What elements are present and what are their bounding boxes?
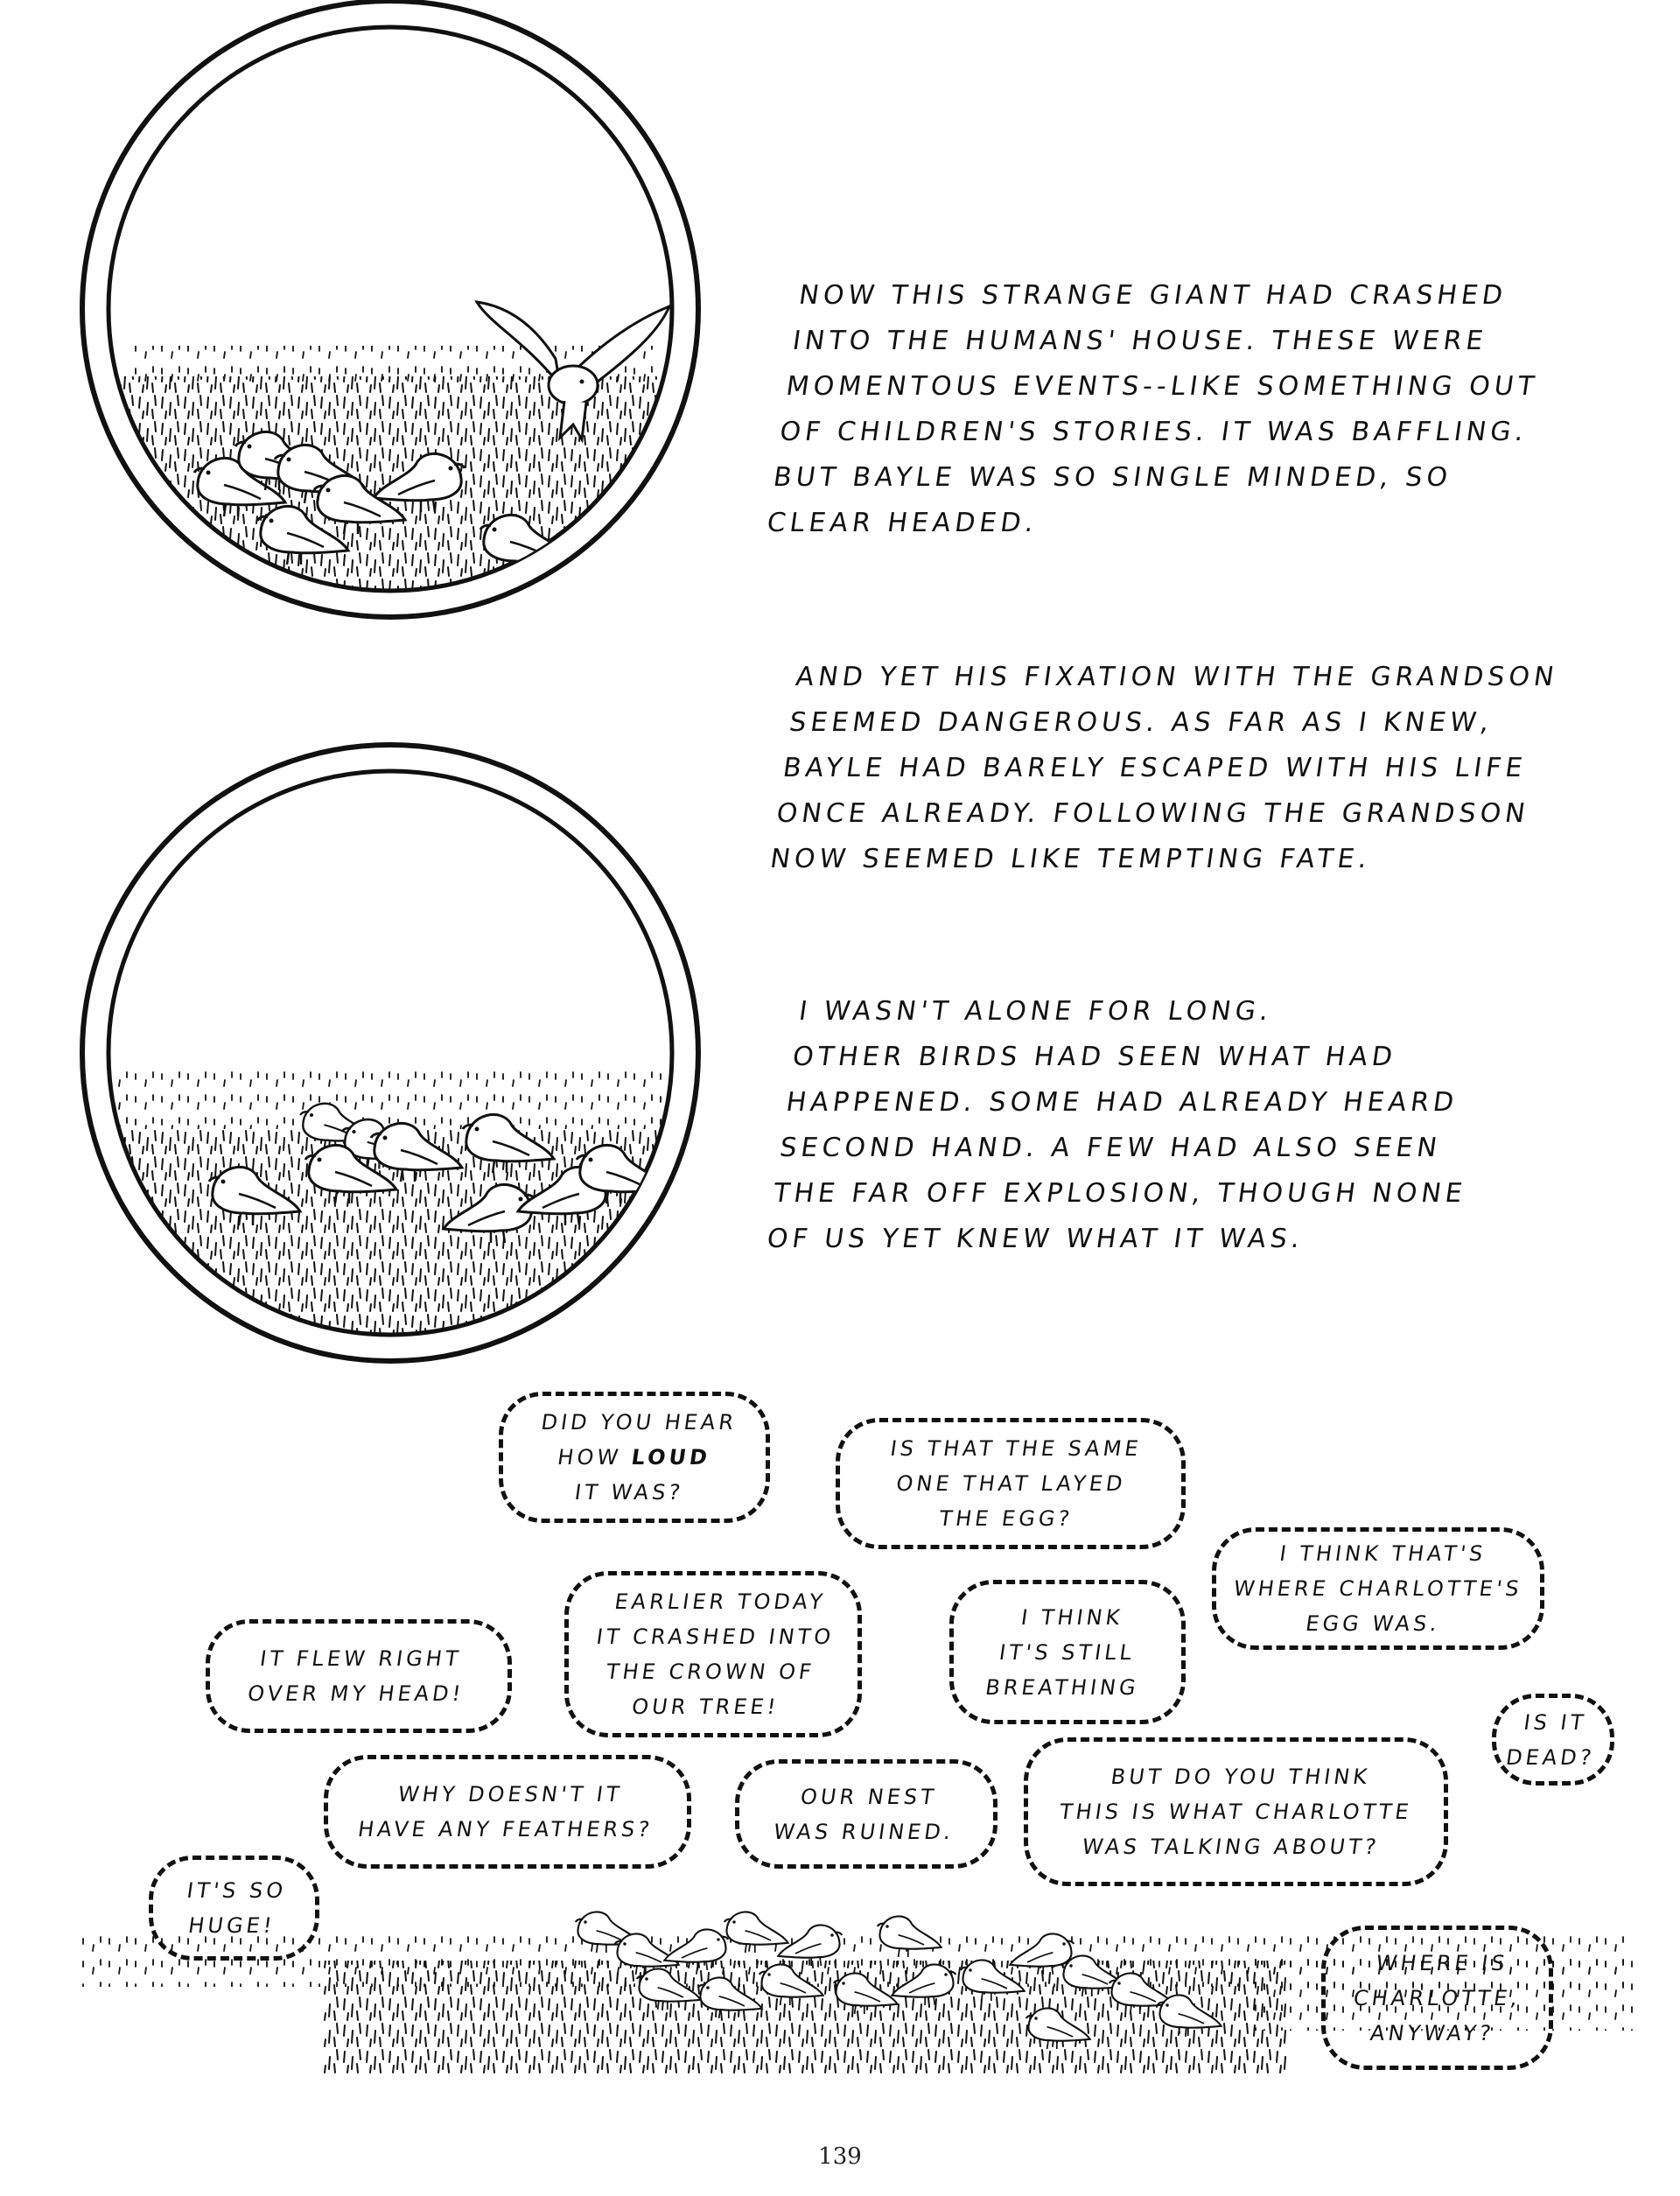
bubble-text: HOW [556,1445,634,1470]
bubble-line: I THINK THAT'S [1278,1541,1488,1566]
speech-bubble-flew-over [206,1619,512,1733]
narration-line: NOW THIS STRANGE GIANT HAD CRASHED [796,280,1509,311]
bubble-line: OUR NEST [798,1784,939,1809]
narration-line: SEEMED DANGEROUS. AS FAR AS I KNEW, [787,707,1495,738]
bubble-line: EARLIER TODAY [612,1589,828,1614]
narration-line: OF CHILDREN'S STORIES. IT WAS BAFFLING. [777,417,1530,447]
narration-line: MOMENTOUS EVENTS--LIKE SOMETHING OUT [784,371,1541,402]
narration-block-3 [764,989,1494,1262]
bubble-emphasis: LOUD [630,1445,713,1470]
speech-bubble-is-it-dead [1492,1694,1614,1786]
speech-bubble-breathing [949,1580,1186,1724]
narration-line: SECOND HAND. A FEW HAD ALSO SEEN [777,1133,1444,1163]
bubble-line: WHERE IS [1374,1950,1510,1975]
speech-bubble-loud [499,1392,770,1523]
narration-block-1 [764,273,1554,546]
bubble-line: ANYWAY? [1368,2020,1496,2045]
bubble-line: DID YOU HEAR [539,1410,739,1435]
bubble-line: IT WAS? [573,1480,686,1505]
bubble-line: I THINK [1019,1604,1125,1630]
bubble-line: THE CROWN OF [605,1659,817,1684]
speech-bubble-where-charlotte [1321,1926,1553,2070]
speech-bubble-crashed-crown [564,1571,862,1737]
bubble-line: BREATHING [984,1674,1141,1700]
page-number: 139 [818,2143,862,2170]
bubble-line: IS IT [1522,1709,1589,1735]
bubble-line: CHARLOTTE, [1352,1985,1522,2010]
speech-bubble-feathers [324,1755,691,1869]
bubble-line: OUR TREE! [630,1694,781,1719]
speech-bubble-nest-ruined [735,1759,998,1869]
panel-1-birds-feeding [82,1,698,617]
bubble-line: HUGE! [186,1913,277,1938]
bubble-line: IT'S SO [185,1878,288,1903]
bubble-line: IS THAT THE SAME [888,1436,1144,1461]
narration-line: CLEAR HEADED. [765,508,1040,538]
bubble-line: THIS IS WHAT CHARLOTTE [1058,1800,1414,1824]
narration-line: OTHER BIRDS HAD SEEN WHAT HAD [790,1042,1399,1072]
bubble-line: WAS TALKING ABOUT? [1081,1835,1382,1859]
narration-line: HAPPENED. SOME HAD ALREADY HEARD [784,1087,1460,1118]
narration-line: THE FAR OFF EXPLOSION, THOUGH NONE [771,1178,1469,1209]
speech-bubble-charlottes-egg [1212,1527,1544,1650]
narration-line: I WASN'T ALONE FOR LONG. [796,996,1275,1027]
bubble-line: EGG WAS. [1304,1611,1443,1636]
narration-line: AND YET HIS FIXATION WITH THE GRANDSON [794,662,1560,692]
bubble-line: OVER MY HEAD! [246,1681,466,1706]
bubble-line: IT CRASHED INTO [595,1624,836,1649]
bubble-line: HAVE ANY FEATHERS? [355,1817,654,1842]
bubble-line: WHY DOESN'T IT [396,1782,624,1807]
bubble-line: BUT DO YOU THINK [1110,1765,1373,1789]
bubble-line: ONE THAT LAYED [894,1471,1127,1496]
bubble-line: WAS RUINED. [772,1819,956,1844]
speech-bubble-same-one [836,1418,1186,1549]
narration-line: INTO THE HUMANS' HOUSE. THESE WERE [790,326,1489,356]
narration-line: BAYLE HAD BARELY ESCAPED WITH HIS LIFE [780,753,1529,783]
bubble-line: IT FLEW RIGHT [258,1646,464,1671]
narration-line: OF US YET KNEW WHAT IT WAS. [765,1224,1306,1254]
narration-line: NOW SEEMED LIKE TEMPTING FATE. [767,844,1374,874]
panel-2-flock-gathering [82,745,698,1361]
bubble-line: THE EGG? [937,1506,1074,1531]
speech-bubble-talking-about [1024,1737,1448,1886]
speech-bubble-so-huge [149,1856,319,1961]
narration-line: BUT BAYLE WAS SO SINGLE MINDED, SO [771,462,1454,493]
bubble-line: IT'S STILL [998,1639,1138,1665]
narration-line: ONCE ALREADY. FOLLOWING THE GRANDSON [774,798,1532,829]
narration-block-2 [767,655,1561,882]
bubble-line [534,1440,734,1475]
bubble-line: WHERE CHARLOTTE'S [1232,1576,1524,1601]
bubble-line: DEAD? [1504,1744,1597,1770]
